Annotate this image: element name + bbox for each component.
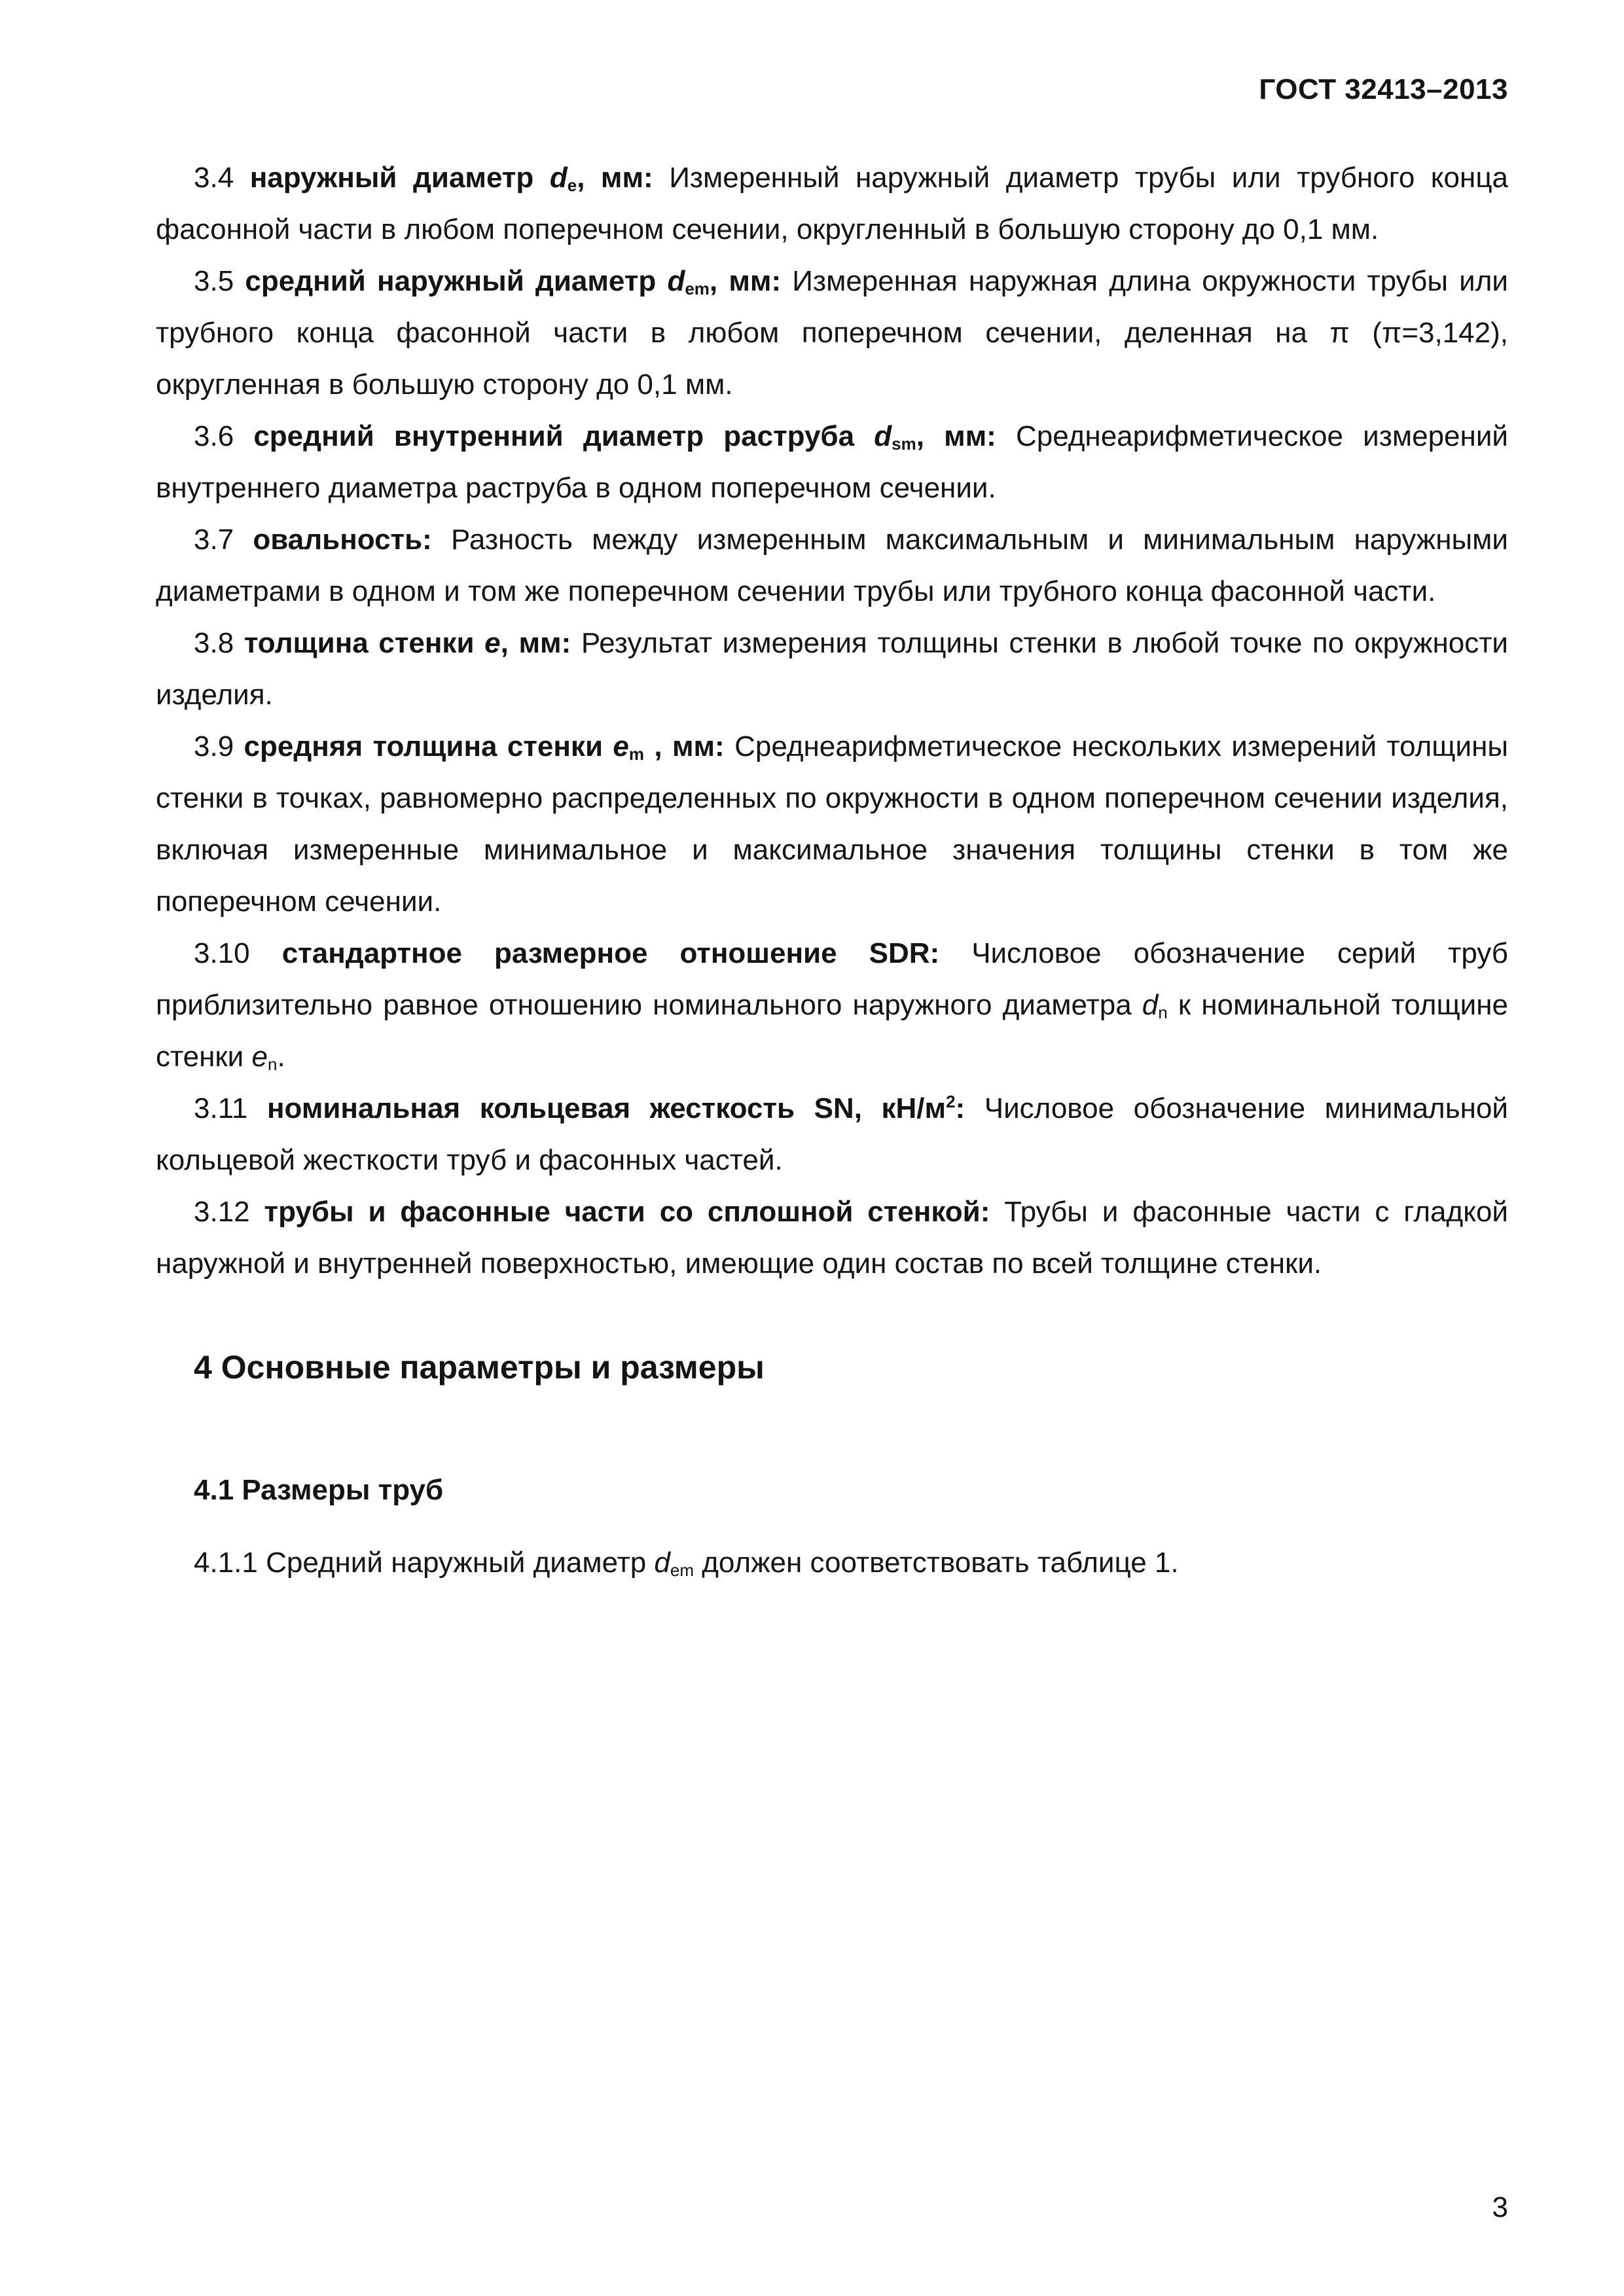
- term: стандартное размерное отношение SDR:: [281, 937, 940, 969]
- definition-text: Измеренный наружный диаметр трубы или трубного конца фасонной части в любом поперечном сечении, округленный в большую сторону до 0,1 мм.: [156, 162, 1508, 245]
- subsection-heading: 4.1 Размеры труб: [194, 1474, 444, 1506]
- definition-text: Числовое обозначение серий труб приблизительно равное отношению номинального наружного диаметра: [156, 937, 1508, 1021]
- definition-3-7: [156, 514, 1508, 617]
- clause-number: 3.11: [194, 1092, 248, 1124]
- definition-text: Результат измерения толщины стенки в любой точке по окружности изделия.: [156, 627, 1508, 711]
- term: толщина стенки e, мм:: [244, 627, 571, 659]
- definition-3-10: 3.10 стандартное размерное отношение SDR: Числовое обозначение серий труб приблизительно равное отношению номинального наружного диаметра $d_n$ к номинальной толщине стенки $e_n$.: [156, 937, 1509, 1074]
- definitions-list: [156, 152, 1508, 1289]
- definition-3-9: [156, 721, 1508, 927]
- term: трубы и фасонные части со сплошной стенкой:: [264, 1196, 990, 1228]
- section-heading: 4 Основные параметры и размеры: [194, 1349, 765, 1386]
- clause-number: 3.10: [194, 937, 250, 969]
- definition-text: Разность между измеренным максимальным и минимальным наружными диаметрами в одном и том же поперечном сечении трубы или трубного конца фасонной части.: [156, 524, 1508, 607]
- term: номинальная кольцевая жесткость SN, $кН/м^2$:: [266, 1092, 965, 1124]
- definition-text: Трубы и фасонные части с гладкой наружной и внутренней поверхностью, имеющие один состав по всей толщине стенки.: [156, 1196, 1508, 1280]
- clause-4-1-1: 4.1.1 Средний наружный диаметр $d_{em}$ должен соответствовать таблице 1.: [194, 1547, 1179, 1580]
- definition-3-12: [156, 1186, 1508, 1289]
- term: овальность:: [253, 524, 432, 556]
- term: средний наружный диаметр $d_{em}$, мм:: [245, 265, 782, 298]
- symbol-dn: d: [1142, 989, 1159, 1021]
- definition-3-6: [156, 410, 1508, 514]
- clause-number: 3.8: [194, 627, 234, 659]
- clause-number: 3.4: [194, 162, 234, 194]
- definition-3-5: [156, 255, 1508, 410]
- clause-number: 3.12: [194, 1196, 250, 1228]
- definition-text: Среднеарифметическое измерений внутреннего диаметра раструба в одном поперечном сечении.: [156, 420, 1508, 504]
- symbol-dem: d: [654, 1547, 670, 1579]
- clause-number: 3.7: [194, 524, 234, 556]
- definition-text: Числовое обозначение минимальной кольцевой жесткости труб и фасонных частей.: [156, 1092, 1508, 1176]
- term: средний внутренний диаметр раструба $d_{sm}$, мм:: [253, 420, 996, 454]
- definition-3-8: [156, 617, 1508, 721]
- page-number: 3: [1492, 2191, 1508, 2223]
- term: наружный диаметр $d_e$, мм:: [249, 162, 653, 195]
- symbol-en: e: [251, 1041, 268, 1073]
- definition-3-4: [156, 152, 1508, 255]
- definition-3-11: [156, 1083, 1508, 1186]
- clause-number: 3.9: [194, 730, 234, 762]
- definition-text: Среднеарифметическое нескольких измерений толщины стенки в точках, равномерно распределенных по окружности в одном поперечном сечении изделия, включая измеренные минимальное и максимальное значения толщины стенки в том же поперечном сечении.: [156, 730, 1508, 918]
- clause-number: 3.5: [194, 265, 234, 297]
- term: средняя толщина стенки $e_m$ , мм:: [244, 730, 725, 764]
- document-code: ГОСТ 32413–2013: [1259, 73, 1508, 105]
- definition-text: Измеренная наружная длина окружности трубы или трубного конца фасонной части в любом поперечном сечении, деленная на π (π=3,142), округленная в большую сторону до 0,1 мм.: [156, 265, 1508, 401]
- clause-number: 3.6: [194, 420, 234, 452]
